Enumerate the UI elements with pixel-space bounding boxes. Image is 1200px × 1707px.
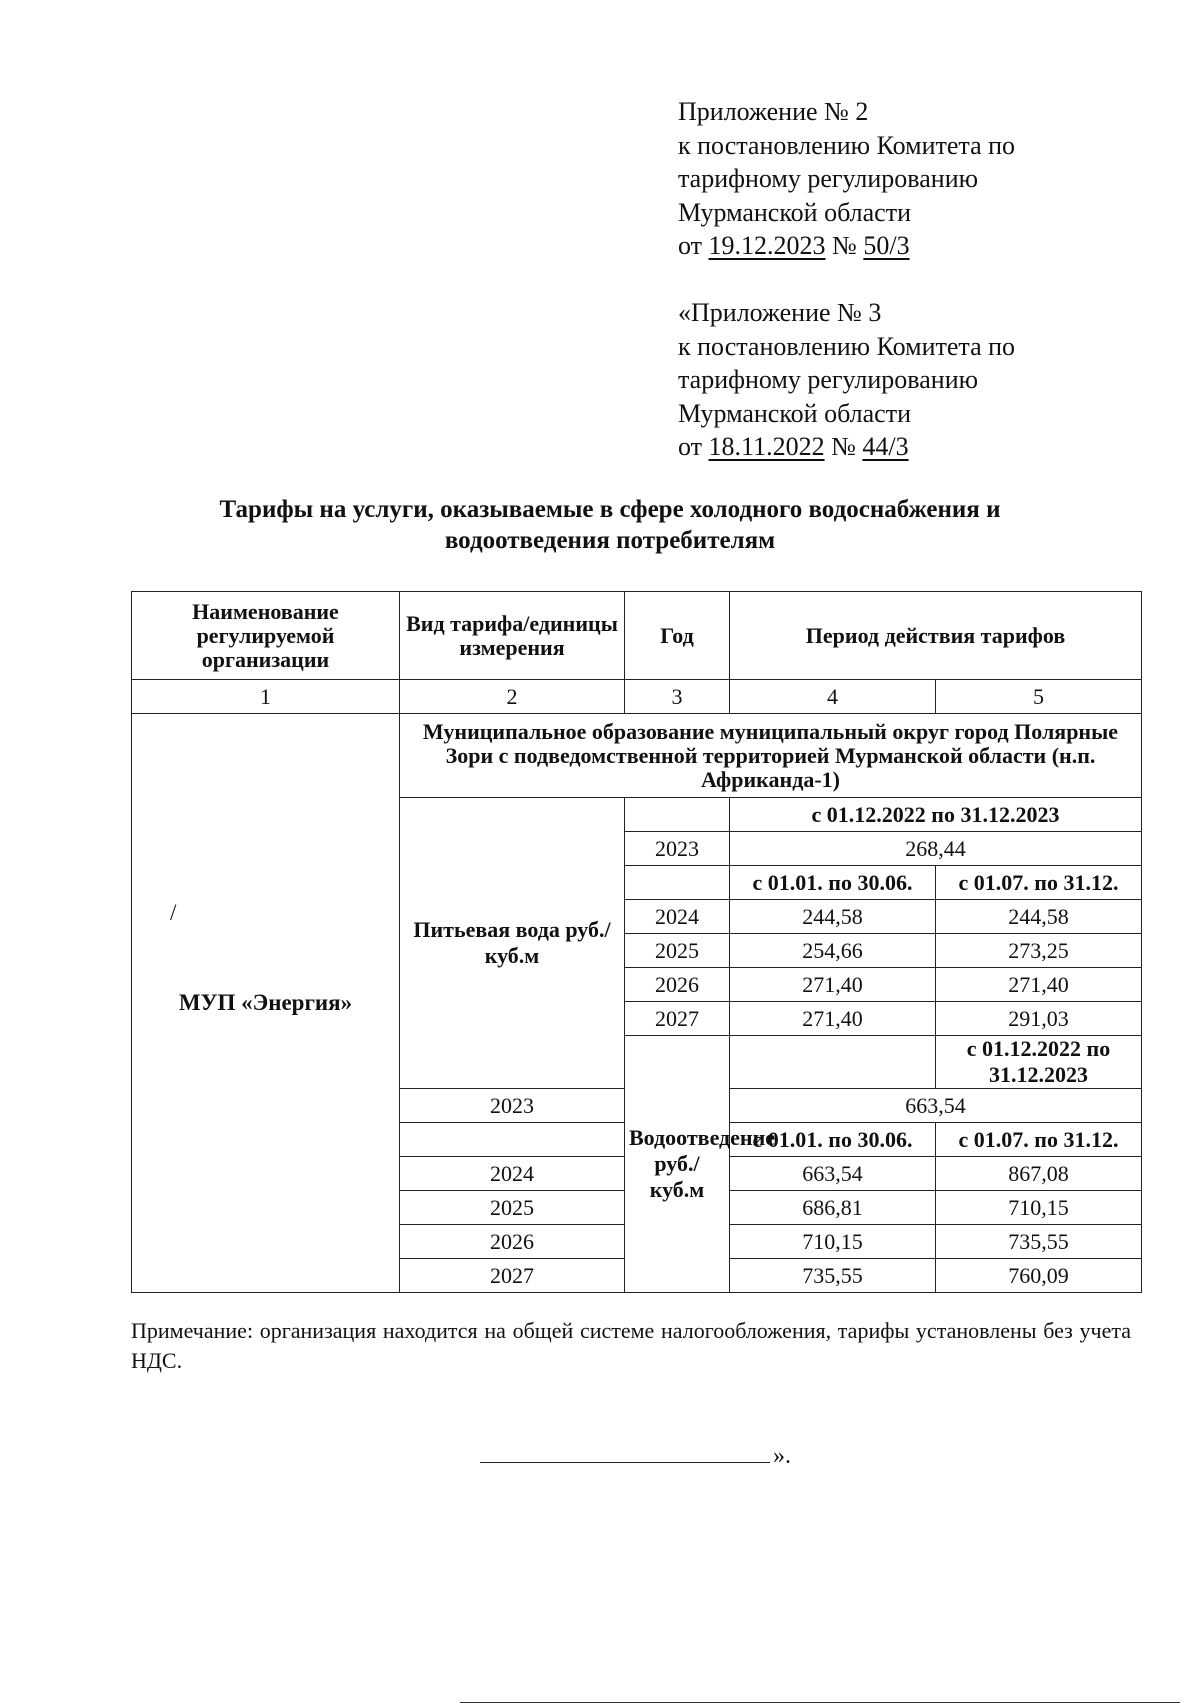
header-org: Наименование регулируемой организации [132,592,400,680]
water-value-h2: 291,03 [936,1002,1142,1036]
water-value-h2: 271,40 [936,968,1142,1002]
sewer-year: 2025 [400,1191,625,1225]
sewer-year-2023: 2023 [400,1089,625,1123]
appendix-3-line1: «Приложение № 3 [678,298,882,327]
stray-mark: / [170,900,177,925]
header-year: Год [625,592,730,680]
appendix-2-header [678,95,1158,263]
appendix-3-line3: тарифному регулированию [678,365,979,394]
column-numbers-row [132,680,1142,714]
appendix-2-num-sign: № [832,231,857,260]
sewer-value-h1: 686,81 [730,1191,936,1225]
document-title-line1: Тарифы на услуги, оказываемые в сфере холодного водоснабжения и [219,496,1001,523]
appendix-2-line2: к постановлению Комитета по [678,130,1016,160]
col-number-3: 3 [625,680,730,714]
water-year: 2024 [625,900,730,934]
appendix-2-date-line [678,229,1158,263]
header-period: Период действия тарифов [730,592,1142,680]
closing-underline [480,1442,770,1463]
closing-quote: ». [773,1443,791,1469]
organization-cell [132,714,400,1293]
sewer-value-2023: 663,54 [730,1089,1142,1123]
appendix-3-date: 18.11.2022 [708,432,825,461]
table-header-row [132,592,1142,680]
water-period-2023: с 01.12.2022 по 31.12.2023 [730,798,1142,832]
sewer-empty-year-1 [730,1036,936,1089]
sewer-h2: с 01.07. по 31.12. [936,1123,1142,1157]
appendix-2-from: от [678,231,703,260]
sewer-year: 2027 [400,1259,625,1293]
water-value-h1: 271,40 [730,968,936,1002]
sewer-empty-year-2 [400,1123,625,1157]
water-value-h2: 273,25 [936,934,1142,968]
appendix-3-from: от [678,432,703,461]
appendix-2-line4: Мурманской области [678,197,911,227]
appendix-3-line2: к постановлению Комитета по [678,331,1016,361]
sewer-label: Водоотведение руб./куб.м [625,1036,730,1293]
sewer-value-h1: 735,55 [730,1259,936,1293]
sewer-value-h2: 867,08 [936,1157,1142,1191]
appendix-3-number: 44/3 [862,432,909,461]
appendix-3-date-line [678,430,1158,464]
tariffs-table [131,591,1142,1293]
header-kind: Вид тарифа/единицы измерения [400,592,625,680]
water-value-h1: 244,58 [730,900,936,934]
appendix-3-line4: Мурманской области [678,398,911,428]
water-empty-year-1 [625,798,730,832]
sewer-h1: с 01.01. по 30.06. [730,1123,936,1157]
water-value-h1: 254,66 [730,934,936,968]
water-value-h1: 271,40 [730,1002,936,1036]
appendix-2-number: 50/3 [863,231,910,260]
closing-mark [480,1442,791,1470]
water-value-h2: 244,58 [936,900,1142,934]
col-number-1: 1 [132,680,400,714]
page-bottom-divider [460,1702,1180,1703]
municipality-row [132,714,1142,798]
sewer-period-2023: с 01.12.2022 по 31.12.2023 [936,1036,1142,1089]
appendix-3-num-sign: № [831,432,856,461]
appendix-2-date: 19.12.2023 [708,231,826,260]
appendix-2-line3: тарифному регулированию [678,164,979,193]
appendix-2-line1: Приложение № 2 [678,97,869,126]
water-year: 2026 [625,968,730,1002]
document-title-line2: водоотведения потребителям [444,527,776,554]
appendix-3-header [678,296,1158,464]
col-number-5: 5 [936,680,1142,714]
organization-name: МУП «Энергия» [178,990,353,1015]
water-label: Питьевая вода руб./куб.м [400,798,625,1089]
sewer-year: 2024 [400,1157,625,1191]
water-year: 2025 [625,934,730,968]
sewer-value-h2: 710,15 [936,1191,1142,1225]
col-number-4: 4 [730,680,936,714]
municipality-name: Муниципальное образование муниципальный округ город Полярные Зори с подведомственной территорией Мурманской области (н.п. Африканда-1) [400,714,1142,798]
water-year: 2027 [625,1002,730,1036]
water-year-2023: 2023 [625,832,730,866]
water-h1: с 01.01. по 30.06. [730,866,936,900]
water-value-2023: 268,44 [730,832,1142,866]
sewer-value-h1: 710,15 [730,1225,936,1259]
col-number-2: 2 [400,680,625,714]
sewer-value-h2: 735,55 [936,1225,1142,1259]
sewer-value-h1: 663,54 [730,1157,936,1191]
water-h2: с 01.07. по 31.12. [936,866,1142,900]
sewer-value-h2: 760,09 [936,1259,1142,1293]
water-empty-year-2 [625,866,730,900]
document-title [120,494,1100,556]
sewer-year: 2026 [400,1225,625,1259]
note-text: Примечание: организация находится на общей системе налогообложения, тарифы установлены без учета НДС. [131,1318,1131,1373]
